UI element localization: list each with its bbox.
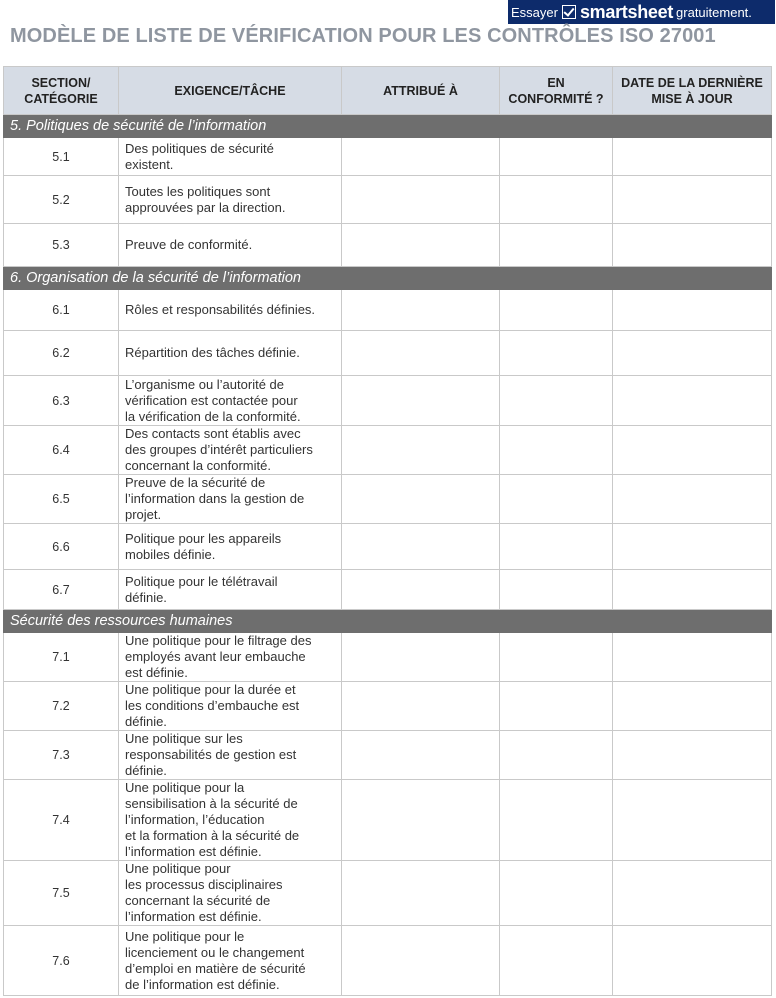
requirement-line: définie. (125, 714, 167, 729)
row-requirement (119, 861, 342, 926)
row-requirement (119, 731, 342, 780)
compliant-cell[interactable] (500, 926, 613, 996)
row-requirement (119, 138, 342, 176)
checklist-body (4, 115, 772, 996)
assigned-cell[interactable] (342, 633, 500, 682)
requirement-line: Répartition des tâches définie. (125, 345, 300, 360)
requirement-line: l’information, l’éducation (125, 812, 265, 827)
requirement-line: Une politique pour le filtrage des (125, 633, 312, 648)
assigned-cell[interactable] (342, 331, 500, 376)
assigned-cell[interactable] (342, 682, 500, 731)
compliant-cell[interactable] (500, 176, 613, 224)
row-number: 6.6 (4, 524, 119, 570)
section-title: 6. Organisation de la sécurité de l’information (4, 267, 772, 290)
updated-cell[interactable] (613, 290, 772, 331)
requirement-line: Preuve de conformité. (125, 237, 253, 252)
compliant-cell[interactable] (500, 861, 613, 926)
header-updated-line1: DATE DE LA DERNIÈRE (621, 75, 763, 90)
banner-brand-logo: smartsheet (579, 1, 674, 22)
assigned-cell[interactable] (342, 731, 500, 780)
requirement-line: approuvées par la direction. (125, 199, 286, 215)
requirement-line: Une politique pour (125, 861, 231, 876)
requirement-line: la vérification de la conformité. (125, 408, 301, 424)
assigned-cell[interactable] (342, 475, 500, 524)
row-number: 7.4 (4, 780, 119, 861)
row-requirement (119, 570, 342, 610)
compliant-cell[interactable] (500, 633, 613, 682)
compliant-cell[interactable] (500, 780, 613, 861)
table-row (4, 524, 772, 570)
requirement-line: existent. (125, 156, 174, 172)
updated-cell[interactable] (613, 861, 772, 926)
table-row (4, 731, 772, 780)
updated-cell[interactable] (613, 376, 772, 426)
row-number: 7.6 (4, 926, 119, 996)
requirement-line: de l’information est définie. (125, 976, 280, 992)
row-requirement (119, 780, 342, 861)
requirement-line: Une politique pour la durée et (125, 682, 296, 697)
row-number: 6.4 (4, 426, 119, 475)
header-row (4, 67, 772, 115)
updated-cell[interactable] (613, 633, 772, 682)
assigned-cell[interactable] (342, 176, 500, 224)
assigned-cell[interactable] (342, 138, 500, 176)
row-number: 6.2 (4, 331, 119, 376)
compliant-cell[interactable] (500, 426, 613, 475)
requirement-line: d’emploi en matière de sécurité (125, 960, 306, 976)
row-requirement (119, 290, 342, 331)
requirement-line: responsabilités de gestion est (125, 747, 297, 762)
requirement-line: Des politiques de sécurité (125, 140, 274, 156)
table-row (4, 224, 772, 267)
row-number: 5.3 (4, 224, 119, 267)
row-number: 6.1 (4, 290, 119, 331)
requirement-line: mobiles définie. (125, 546, 216, 562)
section-title: 5. Politiques de sécurité de l’information (4, 115, 772, 138)
compliant-cell[interactable] (500, 524, 613, 570)
requirement-line: est définie. (125, 665, 188, 680)
row-number: 7.2 (4, 682, 119, 731)
requirement-line: Preuve de la sécurité de (125, 475, 266, 490)
banner-try-text: Essayer (511, 4, 558, 20)
row-requirement (119, 224, 342, 267)
assigned-cell[interactable] (342, 861, 500, 926)
table-row (4, 376, 772, 426)
section-header-row (4, 267, 772, 290)
requirement-line: sensibilisation à la sécurité de (125, 796, 298, 811)
requirement-line: concernant la conformité. (125, 458, 271, 473)
compliant-cell[interactable] (500, 290, 613, 331)
section-header-row (4, 115, 772, 138)
assigned-cell[interactable] (342, 524, 500, 570)
requirement-line: Politique pour les appareils (125, 530, 282, 546)
table-row (4, 570, 772, 610)
requirement-line: licenciement ou le changement (125, 944, 305, 960)
compliant-cell[interactable] (500, 331, 613, 376)
header-requirement: EXIGENCE/TÂCHE (119, 67, 342, 115)
row-requirement (119, 376, 342, 426)
requirement-line: les processus disciplinaires (125, 877, 283, 892)
page-title: MODÈLE DE LISTE DE VÉRIFICATION POUR LES CONTRÔLES ISO 27001 (10, 25, 716, 47)
requirement-line: les conditions d’embauche est (125, 698, 300, 713)
updated-cell[interactable] (613, 570, 772, 610)
row-number: 6.7 (4, 570, 119, 610)
table-row (4, 682, 772, 731)
table-row (4, 475, 772, 524)
header-section-line1: SECTION/ (31, 75, 91, 90)
updated-cell[interactable] (613, 224, 772, 267)
compliant-cell[interactable] (500, 224, 613, 267)
assigned-cell[interactable] (342, 290, 500, 331)
table-row (4, 331, 772, 376)
header-assigned: ATTRIBUÉ À (342, 67, 500, 115)
row-number: 7.5 (4, 861, 119, 926)
compliant-cell[interactable] (500, 570, 613, 610)
header-compliant (500, 67, 613, 115)
table-row (4, 780, 772, 861)
section-header-row (4, 610, 772, 633)
requirement-line: L’organisme ou l’autorité de (125, 376, 284, 392)
header-compliant-line1: EN (547, 75, 565, 90)
requirement-line: concernant la sécurité de (125, 893, 271, 908)
requirement-line: Une politique sur les (125, 731, 243, 746)
requirement-line: Toutes les politiques sont (125, 183, 271, 199)
header-updated-line2: MISE À JOUR (651, 91, 733, 106)
requirement-line: projet. (125, 507, 162, 522)
row-requirement (119, 331, 342, 376)
table-row (4, 633, 772, 682)
requirement-line: l’information est définie. (125, 844, 262, 859)
updated-cell[interactable] (613, 176, 772, 224)
requirement-line: Politique pour le télétravail (125, 573, 278, 589)
row-requirement (119, 524, 342, 570)
table-row (4, 290, 772, 331)
requirement-line: Une politique pour le (125, 928, 245, 944)
requirement-line: employés avant leur embauche (125, 649, 306, 664)
table-row (4, 138, 772, 176)
row-number: 7.1 (4, 633, 119, 682)
checklist-table (3, 66, 772, 996)
updated-cell[interactable] (613, 780, 772, 861)
updated-cell[interactable] (613, 524, 772, 570)
updated-cell[interactable] (613, 475, 772, 524)
requirement-line: et la formation à la sécurité de (125, 828, 300, 843)
assigned-cell[interactable] (342, 426, 500, 475)
requirement-line: Rôles et responsabilités définies. (125, 302, 316, 317)
requirement-line: l’information dans la gestion de (125, 491, 305, 506)
assigned-cell[interactable] (342, 376, 500, 426)
row-number: 7.3 (4, 731, 119, 780)
smartsheet-banner[interactable] (508, 0, 775, 24)
row-number: 5.1 (4, 138, 119, 176)
header-updated (613, 67, 772, 115)
table-row (4, 861, 772, 926)
assigned-cell[interactable] (342, 570, 500, 610)
row-requirement (119, 682, 342, 731)
requirement-line: définie. (125, 763, 167, 778)
row-number: 6.3 (4, 376, 119, 426)
section-title: Sécurité des ressources humaines (4, 610, 772, 633)
row-requirement (119, 633, 342, 682)
table-row (4, 176, 772, 224)
assigned-cell[interactable] (342, 780, 500, 861)
updated-cell[interactable] (613, 682, 772, 731)
compliant-cell[interactable] (500, 731, 613, 780)
checkmark-icon (562, 5, 576, 19)
header-section-line2: CATÉGORIE (24, 91, 98, 106)
compliant-cell[interactable] (500, 376, 613, 426)
assigned-cell[interactable] (342, 224, 500, 267)
row-number: 5.2 (4, 176, 119, 224)
banner-free-text: gratuitement. (676, 4, 752, 20)
updated-cell[interactable] (613, 331, 772, 376)
updated-cell[interactable] (613, 731, 772, 780)
compliant-cell[interactable] (500, 682, 613, 731)
row-requirement (119, 926, 342, 996)
table-row (4, 926, 772, 996)
requirement-line: des groupes d’intérêt particuliers (125, 442, 313, 457)
requirement-line: Des contacts sont établis avec (125, 426, 301, 441)
header-compliant-line2: CONFORMITÉ ? (508, 91, 604, 106)
requirement-line: Une politique pour la (125, 780, 245, 795)
header-section (4, 67, 119, 115)
table-row (4, 426, 772, 475)
requirement-line: vérification est contactée pour (125, 392, 298, 408)
updated-cell[interactable] (613, 426, 772, 475)
row-requirement (119, 176, 342, 224)
row-requirement (119, 475, 342, 524)
updated-cell[interactable] (613, 926, 772, 996)
requirement-line: définie. (125, 589, 167, 605)
requirement-line: l’information est définie. (125, 909, 262, 924)
row-number: 6.5 (4, 475, 119, 524)
compliant-cell[interactable] (500, 475, 613, 524)
updated-cell[interactable] (613, 138, 772, 176)
row-requirement (119, 426, 342, 475)
assigned-cell[interactable] (342, 926, 500, 996)
compliant-cell[interactable] (500, 138, 613, 176)
